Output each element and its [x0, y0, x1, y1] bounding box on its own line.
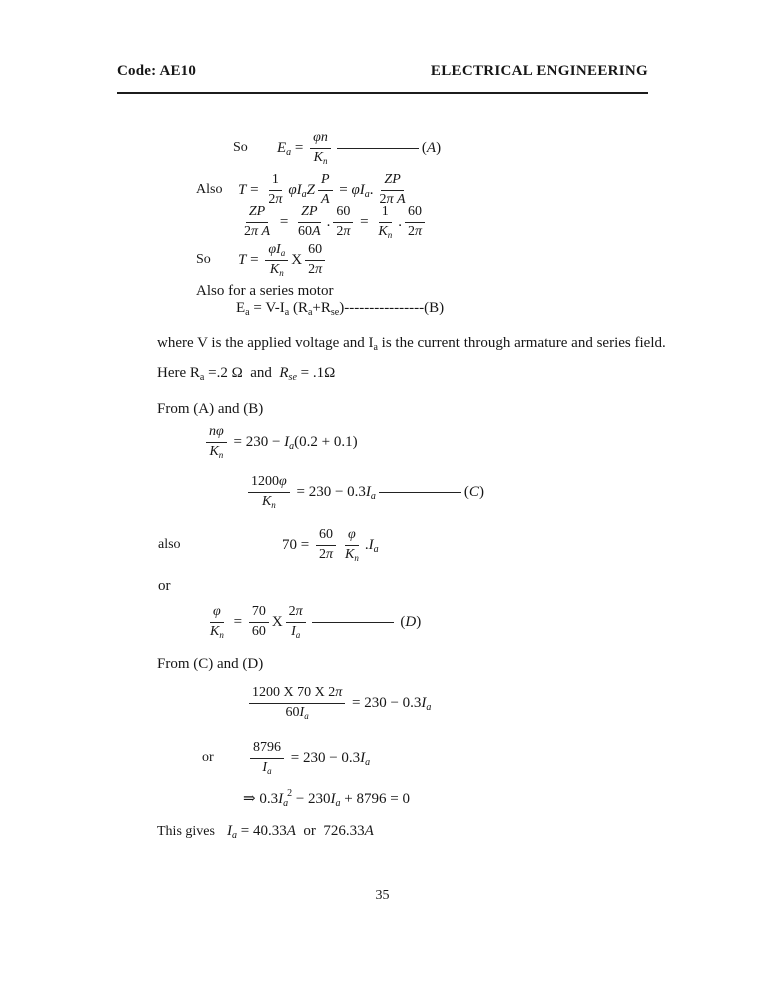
math-variable: I [421, 694, 427, 711]
subscript: a [267, 765, 272, 776]
numerator [310, 130, 331, 149]
math-text: . [369, 181, 374, 198]
math-text: ⇒ 0.3 [243, 791, 279, 807]
math-variable: φ [279, 474, 287, 489]
math-variable: T [238, 181, 247, 198]
header-title: ELECTRICAL ENGINEERING [430, 63, 648, 79]
math-text: E [236, 300, 246, 316]
math-variable: π [315, 261, 323, 277]
subscript: n [271, 499, 276, 510]
math-variable: φn [313, 130, 328, 145]
denominator [288, 623, 303, 641]
subscript: a [283, 797, 289, 809]
math-text: or [158, 578, 171, 594]
math-text: − 230 [292, 791, 331, 807]
subscript: a [295, 629, 301, 640]
math-text: From (C) and (D) [157, 656, 264, 672]
fraction [342, 527, 362, 564]
subscript: se [288, 371, 297, 383]
math-variable: A [286, 823, 296, 839]
math-text: 1 [381, 204, 389, 219]
math-text: = [246, 251, 263, 268]
numerator [379, 204, 392, 223]
math-text: = [229, 613, 246, 630]
numerator [333, 204, 353, 223]
text-result [157, 823, 374, 840]
math-variable: K [210, 623, 220, 639]
math-text: 60 [308, 242, 323, 257]
fraction [249, 685, 345, 722]
math-text: . [326, 213, 331, 230]
denominator [405, 223, 425, 241]
fraction [206, 424, 227, 461]
numerator [316, 527, 336, 546]
math-variable: π [335, 685, 343, 700]
math-variable: C [468, 483, 479, 500]
numerator [249, 604, 269, 623]
math-variable: Z [306, 181, 315, 198]
math-text: From (A) and (B) [157, 401, 264, 417]
subscript: n [219, 629, 224, 640]
fraction [333, 204, 353, 241]
math-text: 2 [336, 223, 344, 239]
subscript: a [373, 543, 379, 555]
denominator [241, 223, 273, 241]
math-text: +R [312, 300, 331, 316]
math-text: = 40.33 [237, 823, 287, 839]
math-text: 2 [407, 223, 415, 239]
math-text: . [398, 213, 402, 230]
math-text: 8796 [253, 740, 281, 755]
math-text: ) [478, 483, 484, 500]
eq-B [236, 300, 444, 317]
fraction [310, 130, 331, 167]
math-variable: I [227, 823, 232, 839]
math-variable: φ [213, 604, 221, 619]
denominator [249, 623, 269, 641]
math-variable: I [365, 483, 371, 500]
subscript: a [289, 440, 295, 452]
fraction [241, 204, 273, 241]
eq-kn-identity [238, 204, 428, 241]
eq-T-final [196, 242, 328, 279]
subscript: a [232, 829, 237, 841]
reference-dash-line [312, 622, 394, 623]
eq-A [233, 130, 441, 167]
numerator [249, 685, 345, 704]
eq-combined [246, 685, 431, 722]
math-variable: D [405, 613, 417, 630]
math-variable: φI [288, 181, 302, 198]
subscript: a [284, 306, 290, 318]
math-text: = [276, 213, 293, 230]
fraction [295, 204, 324, 241]
numerator [345, 527, 359, 546]
math-variable: K [378, 223, 388, 239]
equation-label: So [233, 140, 248, 156]
equation-label: or [202, 750, 214, 766]
superscript: 2 [287, 787, 293, 799]
math-text: Also for a series motor [196, 283, 334, 299]
text-where [157, 335, 666, 352]
math-text: = [335, 181, 352, 198]
math-text: =.2 Ω and [204, 365, 280, 381]
math-text: 1200 X 70 X 2 [252, 685, 336, 700]
math-variable: π [414, 223, 422, 239]
numerator [298, 204, 320, 223]
math-variable: T [238, 251, 247, 268]
eq-D [204, 604, 421, 641]
math-text: = V-I [249, 300, 285, 316]
math-text: Here R [157, 365, 200, 381]
fraction [249, 604, 269, 641]
subscript: a [373, 341, 378, 353]
math-variable: I [330, 791, 336, 807]
numerator [286, 604, 306, 623]
denominator [295, 223, 324, 241]
fraction [248, 474, 290, 511]
math-variable: ZP [384, 172, 401, 187]
math-text: = [291, 139, 308, 156]
equation-label: Also [196, 182, 223, 198]
math-variable: ZP [301, 204, 318, 219]
fraction [207, 604, 227, 641]
math-variable: E [277, 139, 287, 156]
math-text: 2 [244, 223, 251, 239]
math-variable: π [295, 604, 303, 619]
numerator [265, 242, 288, 261]
numerator [206, 424, 227, 443]
math-text: 1200 [251, 474, 279, 489]
denominator [333, 223, 353, 241]
numerator [210, 604, 224, 623]
equation-label: also [158, 537, 181, 553]
denominator [267, 261, 287, 279]
denominator [283, 704, 312, 722]
subscript: n [354, 552, 359, 563]
denominator [375, 223, 395, 241]
numerator [405, 204, 425, 223]
math-variable: I [278, 791, 284, 807]
math-text: . [364, 536, 369, 553]
eq-8796 [202, 740, 370, 777]
denominator [311, 149, 331, 167]
numerator [248, 474, 290, 493]
equation-label: This gives [157, 823, 215, 839]
math-variable: π A [251, 223, 271, 239]
math-variable: I [291, 623, 296, 639]
math-text: 60 [407, 204, 422, 219]
header-code: Code: AE10 [117, 63, 197, 79]
eq-torque-70 [158, 527, 379, 564]
text-from-ab [157, 401, 263, 418]
fraction [375, 204, 395, 241]
math-text: 70 = [282, 536, 313, 553]
math-text: ( [396, 613, 406, 630]
denominator [259, 493, 279, 511]
fraction [265, 242, 288, 279]
subscript: a [304, 710, 309, 721]
header-rule [117, 92, 648, 94]
math-variable: A [426, 139, 437, 156]
subscript: n [279, 267, 284, 278]
denominator [305, 261, 325, 279]
math-variable: I [262, 759, 268, 775]
subscript: a [335, 797, 341, 809]
math-variable: π A [386, 191, 406, 207]
math-text: or 726.33 [295, 823, 365, 839]
math-text: = 230 − 0.3 [348, 694, 422, 711]
math-text: 2 [308, 261, 316, 277]
math-variable: I [360, 749, 366, 766]
math-text: ) [416, 613, 422, 630]
numerator [381, 172, 403, 191]
math-text: (R [289, 300, 308, 316]
fraction [305, 242, 325, 279]
math-text: )----------------(B) [339, 300, 445, 316]
numerator [250, 740, 284, 759]
math-variable: π [343, 223, 351, 239]
math-variable: K [313, 149, 323, 165]
math-variable: K [344, 546, 355, 562]
text-here [157, 365, 335, 382]
math-variable: K [261, 493, 272, 509]
math-variable: I [368, 536, 374, 553]
math-variable: A [320, 191, 330, 207]
math-text: 2 [379, 191, 387, 207]
math-variable: R [279, 365, 289, 381]
numerator [269, 172, 282, 191]
eq-C [245, 474, 484, 511]
math-text: ) [436, 139, 442, 156]
math-text: ( [463, 483, 469, 500]
math-variable: nφ [209, 424, 224, 439]
math-text: = 230 − [229, 433, 285, 450]
subscript: a [280, 248, 286, 258]
denominator [259, 759, 274, 777]
reference-dash-line [379, 492, 461, 493]
subscript: a [426, 701, 432, 713]
text-or-1 [158, 578, 171, 595]
subscript: a [370, 490, 376, 502]
math-variable: A [312, 223, 321, 239]
math-text: 60 [318, 527, 333, 542]
math-text: = 230 − 0.3 [287, 749, 361, 766]
fraction [250, 740, 284, 777]
text-from-cd [157, 656, 263, 673]
subscript: se [330, 306, 340, 318]
math-text: + 8796 = 0 [340, 791, 410, 807]
reference-dash-line [337, 148, 419, 149]
numerator [246, 204, 268, 223]
math-variable: A [364, 823, 374, 839]
math-variable: K [269, 261, 280, 277]
math-text: is the current through armature and series field. [377, 335, 666, 351]
math-variable: π [275, 191, 283, 207]
math-text: 60 [298, 223, 313, 239]
math-text: 60 [285, 704, 300, 720]
math-variable: P [320, 172, 330, 187]
math-text: 2 [318, 546, 326, 562]
math-text: 2 [268, 191, 276, 207]
math-text: = [356, 213, 373, 230]
math-text: 2 [288, 604, 296, 619]
math-text: = .1Ω [296, 365, 336, 381]
math-variable: φI [351, 181, 365, 198]
math-text: ( [421, 139, 427, 156]
math-variable: K [209, 443, 219, 459]
subscript: a [286, 146, 292, 158]
eq-quadratic [243, 787, 410, 809]
math-text: = [246, 181, 263, 198]
math-text: 60 [336, 204, 351, 219]
math-text: X [291, 251, 303, 268]
subscript: a [301, 188, 307, 200]
page-number: 35 [375, 888, 390, 903]
subscript: n [218, 449, 224, 460]
subscript: n [387, 229, 393, 240]
fraction [286, 604, 306, 641]
math-variable: I [284, 433, 290, 450]
equation-label: So [196, 252, 211, 268]
fraction [405, 204, 425, 241]
numerator [305, 242, 325, 261]
subscript: a [199, 371, 205, 383]
math-variable: ZP [248, 204, 266, 219]
eq-flux-1 [203, 424, 358, 461]
fraction [316, 527, 336, 564]
math-variable: π [325, 546, 333, 562]
math-variable: I [299, 704, 305, 720]
denominator [316, 546, 336, 564]
math-text: where V is the applied voltage and I [157, 335, 374, 351]
math-variable: φI [268, 242, 281, 257]
math-text: (0.2 + 0.1) [294, 433, 358, 450]
math-text: = 230 − 0.3 [292, 483, 366, 500]
math-text: X [271, 613, 283, 630]
text-series-motor [196, 283, 333, 300]
subscript: a [365, 756, 371, 768]
subscript: a [364, 188, 370, 200]
denominator [207, 623, 227, 641]
math-text: 70 [251, 604, 266, 619]
subscript: a [307, 306, 313, 318]
subscript: a [245, 306, 250, 318]
subscript: n [322, 155, 328, 166]
numerator [318, 172, 333, 191]
math-text: 60 [251, 623, 266, 639]
denominator [206, 443, 226, 461]
denominator [342, 546, 362, 564]
math-variable: φ [348, 527, 356, 542]
math-text: 1 [271, 172, 279, 187]
